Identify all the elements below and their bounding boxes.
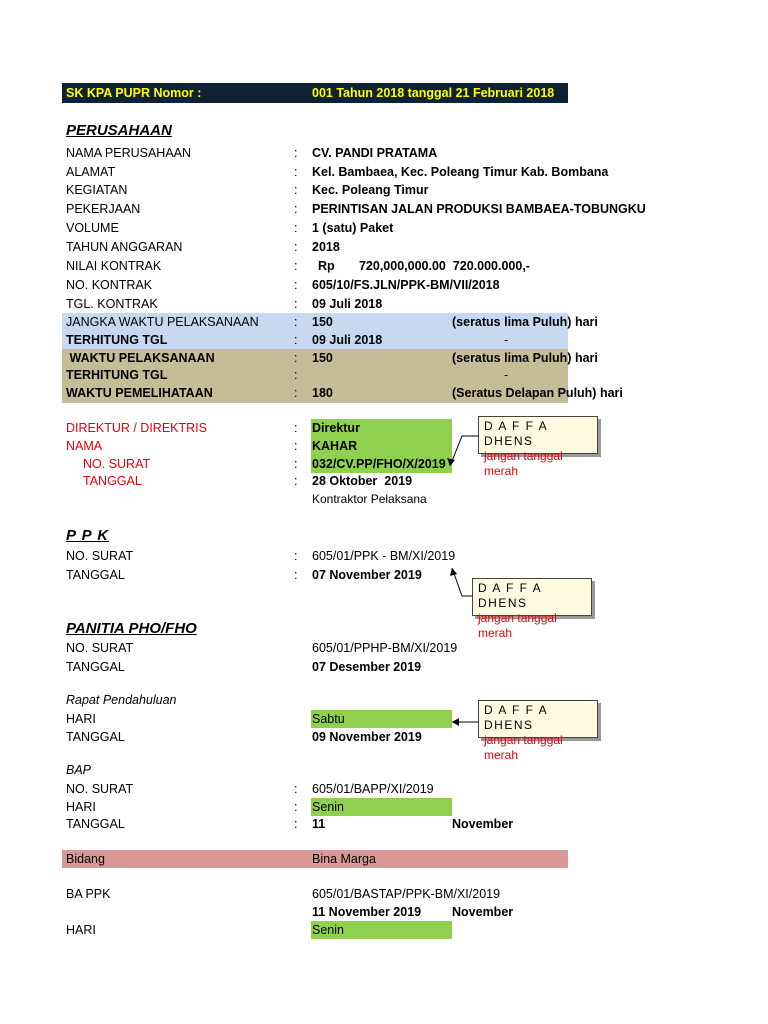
row-value: Sabtu bbox=[312, 712, 345, 726]
colon: : bbox=[294, 146, 298, 160]
row-value: 11 bbox=[312, 817, 326, 831]
colon: : bbox=[294, 221, 298, 235]
row-value: 605/01/BASTAP/PPK-BM/XI/2019 bbox=[312, 887, 501, 901]
row-label: HARI bbox=[66, 712, 96, 726]
colon: : bbox=[294, 333, 298, 347]
row-label: TANGGAL bbox=[66, 730, 125, 744]
row-text: - bbox=[504, 333, 509, 347]
colon: : bbox=[294, 165, 298, 179]
row-value: 2018 bbox=[312, 240, 340, 254]
colon: : bbox=[294, 439, 298, 453]
note-title: D A F F A DHENS bbox=[478, 581, 542, 610]
row-value: Bina Marga bbox=[312, 852, 376, 866]
note-text: jangan tanggal merah bbox=[478, 611, 557, 640]
sk-label: SK KPA PUPR Nomor : bbox=[66, 86, 202, 100]
row-label: DIREKTUR / DIREKTRIS bbox=[66, 421, 207, 435]
colon: : bbox=[294, 202, 298, 216]
colon: : bbox=[294, 817, 298, 831]
row-label: ALAMAT bbox=[66, 165, 116, 179]
row-value: Kel. Bambaea, Kec. Poleang Timur Kab. Bombana bbox=[312, 165, 609, 179]
row-value: 11 November 2019 bbox=[312, 905, 422, 919]
arrowhead-2 bbox=[450, 568, 457, 576]
row-text: (seratus lima Puluh) hari bbox=[452, 315, 598, 329]
row-label: NO. SURAT bbox=[83, 457, 151, 471]
colon: : bbox=[294, 315, 298, 329]
row-value: 605/01/BAPP/XI/2019 bbox=[312, 782, 434, 796]
colon: : bbox=[294, 549, 298, 563]
row-label: NAMA bbox=[66, 439, 103, 453]
colon: : bbox=[294, 800, 298, 814]
row-label: TANGGAL bbox=[66, 568, 125, 582]
section-panitia: PANITIA PHO/FHO bbox=[66, 620, 197, 637]
row-label: TAHUN ANGGARAN bbox=[66, 240, 183, 254]
row-value: Kec. Poleang Timur bbox=[312, 183, 429, 197]
row-label: NILAI KONTRAK bbox=[66, 259, 162, 273]
colon: : bbox=[294, 386, 298, 400]
arrowhead-3 bbox=[452, 718, 459, 726]
row-label: WAKTU PELAKSANAAN bbox=[66, 351, 215, 365]
colon: : bbox=[294, 568, 298, 582]
colon: : bbox=[294, 278, 298, 292]
colon: : bbox=[294, 368, 298, 382]
section-ppk: P P K bbox=[66, 527, 110, 544]
row-month: November bbox=[452, 905, 514, 919]
colon: : bbox=[294, 351, 298, 365]
row-value: 180 bbox=[312, 386, 333, 400]
row-value: Direktur bbox=[312, 421, 360, 435]
colon: : bbox=[294, 240, 298, 254]
colon: : bbox=[294, 457, 298, 471]
section-perusahaan: PERUSAHAAN bbox=[66, 122, 172, 139]
comment-note[interactable] bbox=[478, 700, 598, 762]
row-label: TANGGAL bbox=[66, 817, 125, 831]
row-value: 28 Oktober 2019 bbox=[312, 474, 413, 488]
row-label: TANGGAL bbox=[66, 660, 125, 674]
row-text: (Seratus Delapan Puluh) hari bbox=[452, 386, 623, 400]
row-value: 150 bbox=[312, 315, 333, 329]
row-label: NAMA PERUSAHAAN bbox=[66, 146, 192, 160]
row-label: NO. SURAT bbox=[66, 549, 134, 563]
row-value: 07 Desember 2019 bbox=[312, 660, 422, 674]
comment-note[interactable] bbox=[478, 416, 598, 478]
row-label: NO. KONTRAK bbox=[66, 278, 153, 292]
colon: : bbox=[294, 259, 298, 273]
row-value: 09 November 2019 bbox=[312, 730, 422, 744]
row-value: Senin bbox=[312, 923, 344, 937]
colon: : bbox=[294, 782, 298, 796]
row-label: VOLUME bbox=[66, 221, 119, 235]
row-value: Senin bbox=[312, 800, 344, 814]
row-label: WAKTU PEMELIHATAAN bbox=[66, 386, 213, 400]
row-label: TERHITUNG TGL bbox=[66, 368, 168, 382]
row-value: 07 November 2019 bbox=[312, 568, 422, 582]
note-title: D A F F A DHENS bbox=[484, 419, 548, 448]
row-text: (seratus lima Puluh) hari bbox=[452, 351, 598, 365]
row-label: TERHITUNG TGL bbox=[66, 333, 168, 347]
sk-value: 001 Tahun 2018 tanggal 21 Februari 2018 bbox=[312, 86, 555, 100]
row-label: HARI bbox=[66, 923, 96, 937]
comment-note[interactable] bbox=[472, 578, 592, 640]
section-rapat: Rapat Pendahuluan bbox=[66, 693, 177, 707]
row-value: 09 Juli 2018 bbox=[312, 333, 383, 347]
row-label: JANGKA WAKTU PELAKSANAAN bbox=[66, 315, 259, 329]
note-text: jangan tanggal merah bbox=[484, 733, 563, 762]
row-label: NO. SURAT bbox=[66, 641, 134, 655]
row-value: CV. PANDI PRATAMA bbox=[312, 146, 438, 160]
colon: : bbox=[294, 421, 298, 435]
colon: : bbox=[294, 183, 298, 197]
row-value: 605/01/PPHP-BM/XI/2019 bbox=[312, 641, 458, 655]
row-label: KEGIATAN bbox=[66, 183, 128, 197]
note-text: jangan tanggal merah bbox=[484, 449, 563, 478]
row-label: BA PPK bbox=[66, 887, 111, 901]
row-value: KAHAR bbox=[312, 439, 358, 453]
row-value: 605/10/FS.JLN/PPK-BM/VII/2018 bbox=[312, 278, 500, 292]
row-value: PERINTISAN JALAN PRODUKSI BAMBAEA-TOBUNGKU bbox=[312, 202, 646, 216]
row-label: HARI bbox=[66, 800, 96, 814]
connector-1 bbox=[450, 436, 478, 466]
arrowhead-1 bbox=[447, 458, 455, 466]
colon: : bbox=[294, 474, 298, 488]
row-value: 605/01/PPK - BM/XI/2019 bbox=[312, 549, 456, 563]
row-text: - bbox=[504, 368, 509, 382]
row-value: 1 (satu) Paket bbox=[312, 221, 394, 235]
row-label: PEKERJAAN bbox=[66, 202, 141, 216]
row-label: TANGGAL bbox=[83, 474, 142, 488]
note-title: D A F F A DHENS bbox=[484, 703, 548, 732]
row-value: 150 bbox=[312, 351, 333, 365]
section-bap: BAP bbox=[66, 763, 92, 777]
colon: : bbox=[294, 297, 298, 311]
row-month: November bbox=[452, 817, 514, 831]
row-label: NO. SURAT bbox=[66, 782, 134, 796]
row-value: 09 Juli 2018 bbox=[312, 297, 383, 311]
row-value: Rp 720,000,000.00 720.000.000,- bbox=[318, 259, 530, 273]
row-value: 032/CV.PP/FHO/X/2019 bbox=[312, 457, 446, 471]
row-label: TGL. KONTRAK bbox=[66, 297, 158, 311]
kontraktor-label: Kontraktor Pelaksana bbox=[312, 492, 427, 506]
row-label: Bidang bbox=[66, 852, 105, 866]
